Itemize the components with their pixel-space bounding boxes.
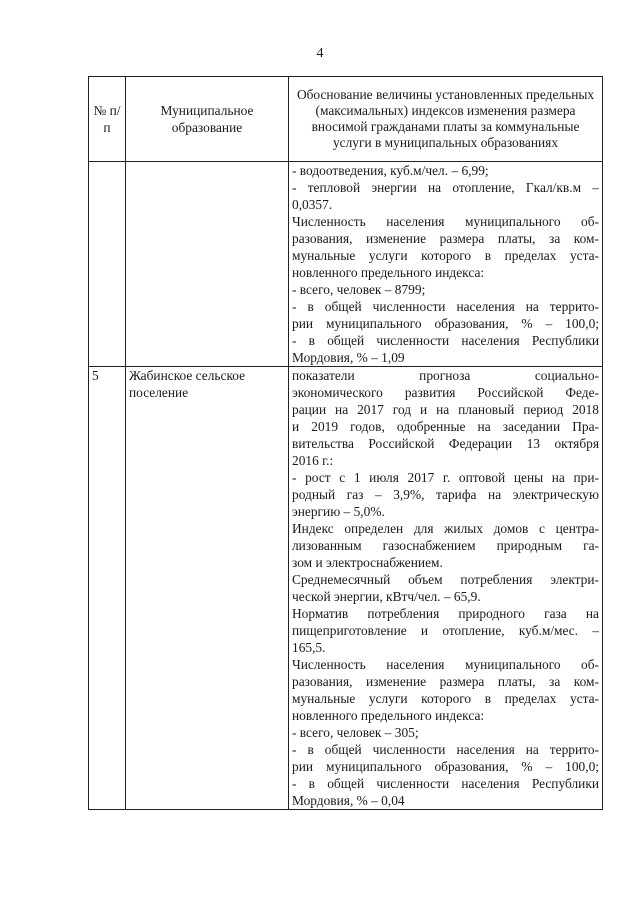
header-num: № п/п <box>89 77 126 162</box>
text-line: показатели прогноза социально- <box>292 368 599 383</box>
table-row-5 <box>89 367 603 810</box>
text-line: вительства Российской Федерации 13 октября <box>292 436 599 451</box>
text-line: 165,5. <box>292 640 326 655</box>
text-line: и 2019 годов, одобренные на заседании Пра- <box>292 419 599 434</box>
table-row-continued <box>89 162 603 367</box>
text-line: родный газ – 3,9%, тарифа на электрическую <box>292 487 599 502</box>
text-line: мунальные услуги которого в пределах уста- <box>292 691 599 706</box>
cell-municipality-empty <box>126 162 289 367</box>
text-line: новленного предельного индекса: <box>292 265 485 280</box>
text-line: Индекс определен для жилых домов с центра- <box>292 521 599 536</box>
cell-justification-continued <box>289 162 603 367</box>
text-line: - всего, человек – 305; <box>292 725 419 740</box>
text-line: - водоотведения, куб.м/чел. – 6,99; <box>292 163 489 178</box>
cell-municipality: Жабинское сельское поселение <box>126 367 289 810</box>
text-line: - в общей численности населения Республики <box>292 333 599 348</box>
text-line: - в общей численности населения на террито- <box>292 299 599 314</box>
text-line: рации на 2017 год и на плановый период 2018 <box>292 402 599 417</box>
cell-justification <box>289 367 603 810</box>
text-line: - в общей численности населения на террито- <box>292 742 599 757</box>
text-line: Норматив потребления природного газа на <box>292 606 599 621</box>
text-line: энергию – 5,0%. <box>292 504 385 519</box>
text-line: рии муниципального образования, % – 100,0; <box>292 316 599 331</box>
text-line: Мордовия, % – 0,04 <box>292 793 405 808</box>
text-line: экономического развития Российской Феде- <box>292 385 599 400</box>
text-line: 2016 г.: <box>292 453 334 468</box>
text-line: рии муниципального образования, % – 100,0; <box>292 759 599 774</box>
text-line: зом и электроснабжением. <box>292 555 443 570</box>
text-line: мунальные услуги которого в пределах уста- <box>292 248 599 263</box>
table-header-row <box>89 77 603 162</box>
text-line: лизованным газоснабжением природным га- <box>292 538 599 553</box>
text-line: 0,0357. <box>292 197 333 212</box>
text-line: разования, изменение размера платы, за ком- <box>292 231 599 246</box>
text-line: пищеприготовление и отопление, куб.м/мес. – <box>292 623 599 638</box>
text-line: - всего, человек – 8799; <box>292 282 426 297</box>
text-line: - тепловой энергии на отопление, Гкал/кв.м – <box>292 180 599 195</box>
text-line: - в общей численности населения Республики <box>292 776 599 791</box>
header-municipality: Муниципальное образование <box>126 77 289 162</box>
page-number: 4 <box>316 46 324 61</box>
text-line: Численность населения муниципального об- <box>292 214 599 229</box>
text-line: Численность населения муниципального об- <box>292 657 599 672</box>
text-line: разования, изменение размера платы, за ком- <box>292 674 599 689</box>
text-line: новленного предельного индекса: <box>292 708 485 723</box>
text-line: Мордовия, % – 1,09 <box>292 350 405 365</box>
header-justification: Обоснование величины установленных предельных (максимальных) индексов изменения размера вносимой гражданами платы за коммунальные услуги в муниципальных образованиях <box>289 77 603 162</box>
cell-num: 5 <box>89 367 126 810</box>
text-line: ческой энергии, кВтч/чел. – 65,9. <box>292 589 481 604</box>
index-justification-table <box>88 76 603 810</box>
text-line: Среднемесячный объем потребления электри- <box>292 572 599 587</box>
text-line: - рост с 1 июля 2017 г. оптовой цены на при- <box>292 470 599 485</box>
cell-num-empty <box>89 162 126 367</box>
